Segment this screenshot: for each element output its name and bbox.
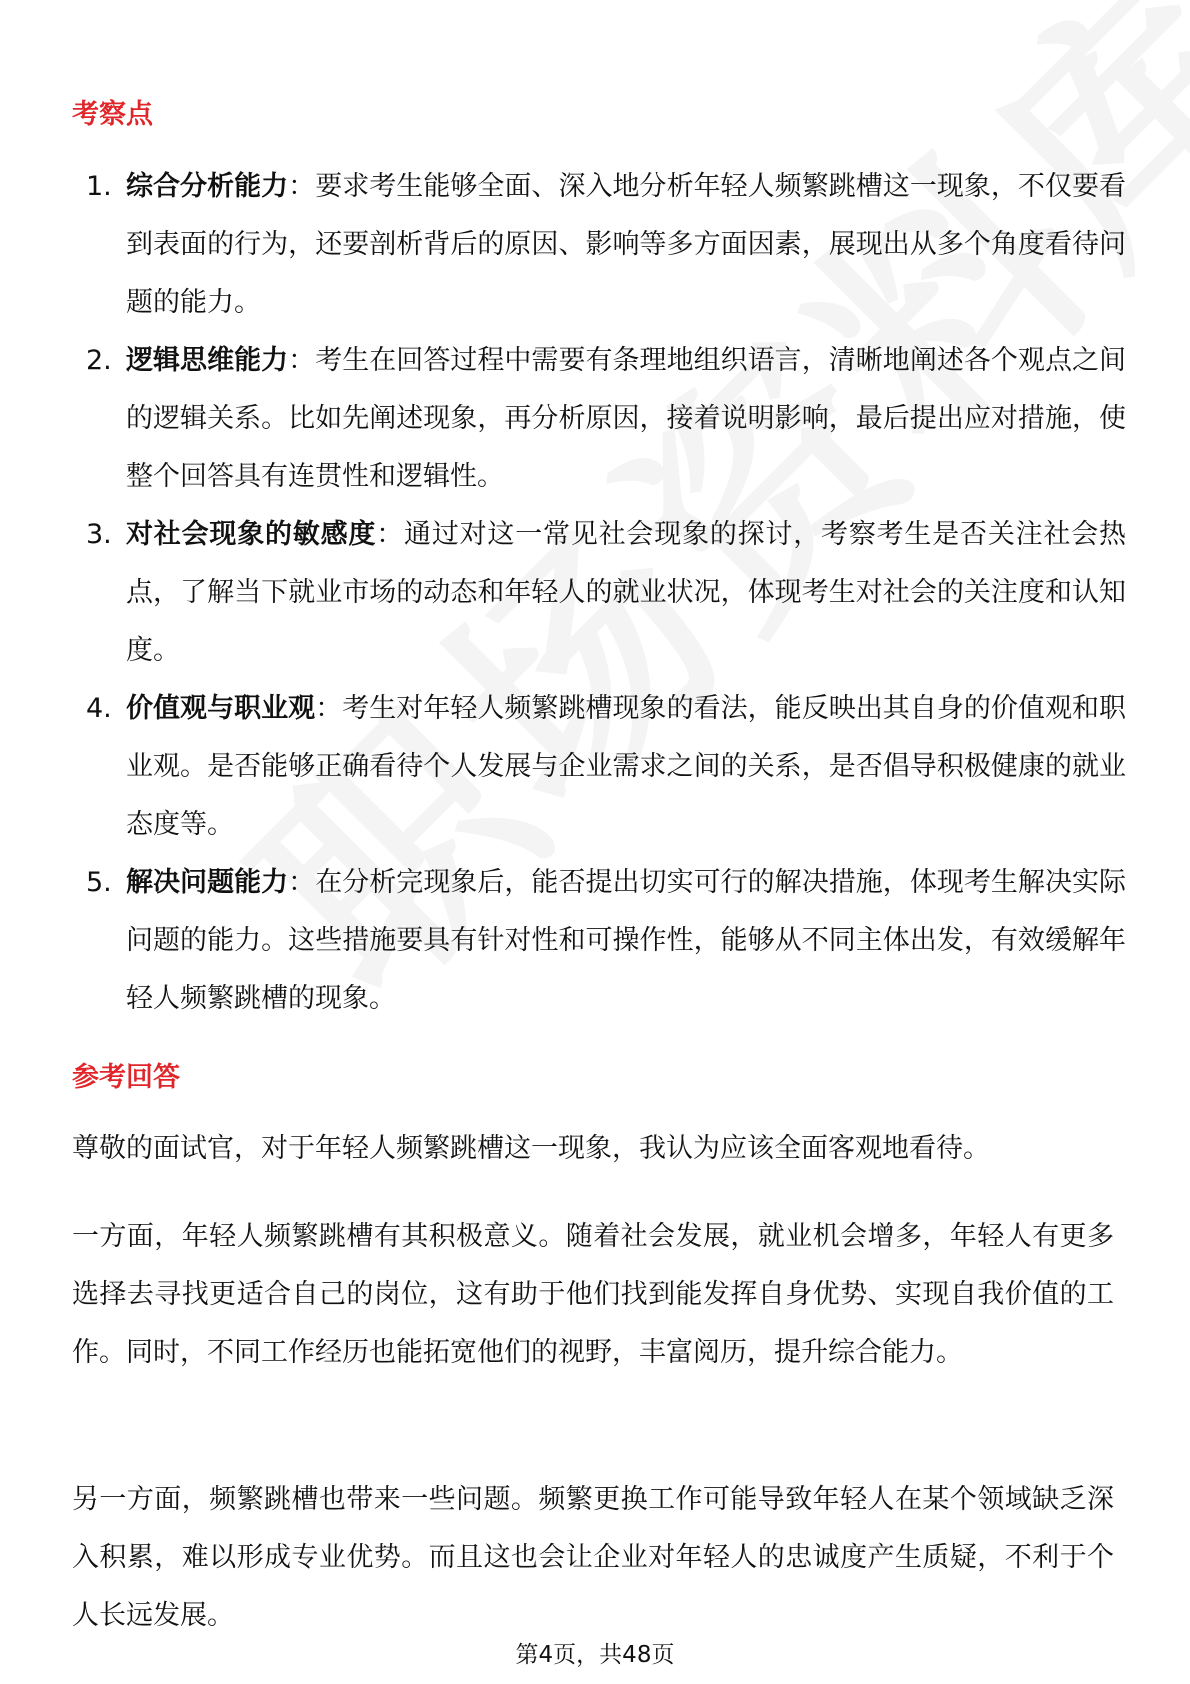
item-separator: ：: [376, 519, 405, 550]
list-item-body: [126, 332, 1126, 506]
list-number: 4.: [86, 693, 112, 724]
answer-paragraph: 尊敬的面试官，对于年轻人频繁跳槽这一现象，我认为应该全面客观地看待。: [72, 1133, 990, 1164]
page-number: 第4页，共48页: [515, 1642, 675, 1668]
answer-paragraph: 另一方面，频繁跳槽也带来一些问题。频繁更换工作可能导致年轻人在某个领域缺乏深入积累，难以形成专业优势。而且这也会让企业对年轻人的忠诚度产生质疑，不利于个人长远发展。: [72, 1484, 1114, 1631]
section-title-exam-points: 考察点: [72, 99, 153, 130]
list-number: 3.: [86, 519, 112, 550]
list-item-body: [126, 158, 1126, 332]
item-text: 要求考生能够全面、深入地分析年轻人频繁跳槽这一现象，不仅要看到表面的行为，还要剖析背后的原因、影响等多方面因素，展现出从多个角度看待问题的能力。: [126, 171, 1127, 318]
item-term: 逻辑思维能力: [126, 345, 289, 376]
item-separator: ：: [288, 867, 316, 898]
list-item-body: [126, 680, 1126, 854]
list-number: 1.: [86, 171, 112, 202]
item-text: 考生对年轻人频繁跳槽现象的看法，能反映出其自身的价值观和职业观。是否能够正确看待个人发展与企业需求之间的关系，是否倡导积极健康的就业态度等。: [126, 693, 1127, 840]
list-number: 2.: [86, 345, 112, 376]
item-term: 对社会现象的敏感度: [126, 519, 377, 550]
item-term: 价值观与职业观: [126, 693, 316, 724]
item-separator: ：: [315, 693, 343, 724]
item-text: 考生在回答过程中需要有条理地组织语言，清晰地阐述各个观点之间的逻辑关系。比如先阐述现象，再分析原因，接着说明影响，最后提出应对措施，使整个回答具有连贯性和逻辑性。: [126, 345, 1127, 492]
item-separator: ：: [288, 171, 316, 202]
list-item-body: [126, 854, 1126, 1028]
item-term: 解决问题能力: [126, 867, 289, 898]
section-title-reference-answer: 参考回答: [72, 1062, 180, 1093]
item-separator: ：: [288, 345, 316, 376]
item-text: 在分析完现象后，能否提出切实可行的解决措施，体现考生解决实际问题的能力。这些措施要具有针对性和可操作性，能够从不同主体出发，有效缓解年轻人频繁跳槽的现象。: [126, 867, 1127, 1014]
item-term: 综合分析能力: [126, 171, 289, 202]
list-item-body: [126, 506, 1126, 680]
answer-paragraph: 一方面，年轻人频繁跳槽有其积极意义。随着社会发展，就业机会增多，年轻人有更多选择去寻找更适合自己的岗位，这有助于他们找到能发挥自身优势、实现自我价值的工作。同时，不同工作经历也能拓宽他们的视野，丰富阅历，提升综合能力。: [72, 1221, 1114, 1368]
list-number: 5.: [86, 867, 112, 898]
item-text: 通过对这一常见社会现象的探讨，考察考生是否关注社会热点，了解当下就业市场的动态和年轻人的就业状况，体现考生对社会的关注度和认知度。: [126, 519, 1127, 666]
